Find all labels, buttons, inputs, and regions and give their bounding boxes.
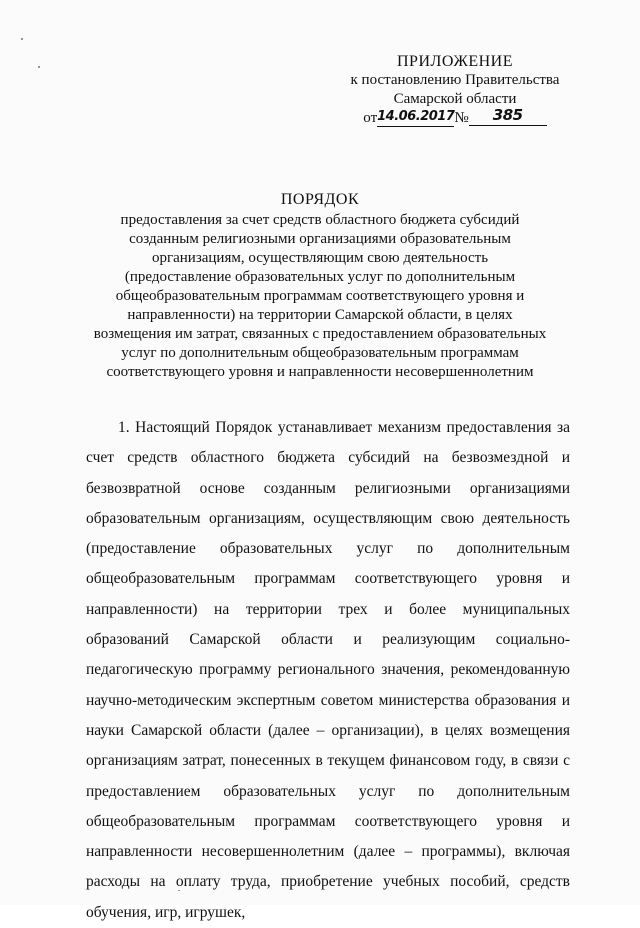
appendix-date-line: [363, 106, 546, 128]
appendix-block: [320, 52, 590, 128]
number-field: [469, 106, 547, 126]
scan-speck: [38, 66, 40, 68]
appendix-title: ПРИЛОЖЕНИЕ: [396, 53, 513, 70]
document-subtitle: предоставления за счет средств областного бюджета субсидий созданным религиозными организациями образовательным организациям, осуществляющим свою деятельность (предоставление образовательных услуг по дополнительным общеобразовательным программам соответствующего уровня и направленности) на территории Самарской области, в целях возмещения им затрат, связанных с предоставлением образовательных услуг по дополнительным общеобразовательным программам соответствующего уровня и направленности несовершеннолетним: [93, 212, 547, 380]
date-field: [377, 111, 454, 127]
date-value: 14.06.2017: [377, 109, 455, 124]
appendix-line-1: к постановлению Правительства: [350, 72, 560, 88]
document-title: ПОРЯДОК: [280, 191, 360, 208]
number-prefix: №: [454, 110, 469, 126]
paragraph-1: 1. Настоящий Порядок устанавливает механизм предоставления за счет средств областного бюджета субсидий на безвозмездной и безвозвратной основе созданным религиозными организациями образовательным организациям, осуществляющим свою деятельность (предоставление образовательных услуг по дополнительным общеобразовательным программам соответствующего уровня и направленности) на территории трех и более муниципальных образований Самарской области и реализующим социально-педагогическую программу регионального значения, рекомендованную научно-методическим экспертным советом министерства образования и науки Самарской области (далее – организации), в целях возмещения организациям затрат, понесенных в текущем финансовом году, в связи с предоставлением образовательных услуг по дополнительным общеобразовательным программам соответствующего уровня и направленности несовершеннолетним (далее – программы), включая расходы на оплату труда, приобретение учебных пособий, средств обучения, игр, игрушек,: [86, 419, 570, 921]
scan-speck: [21, 38, 23, 40]
appendix-line-2: Самарской области: [393, 91, 517, 107]
date-prefix: от: [363, 110, 378, 126]
number-value: 385: [492, 106, 523, 124]
document-heading: [70, 190, 570, 382]
